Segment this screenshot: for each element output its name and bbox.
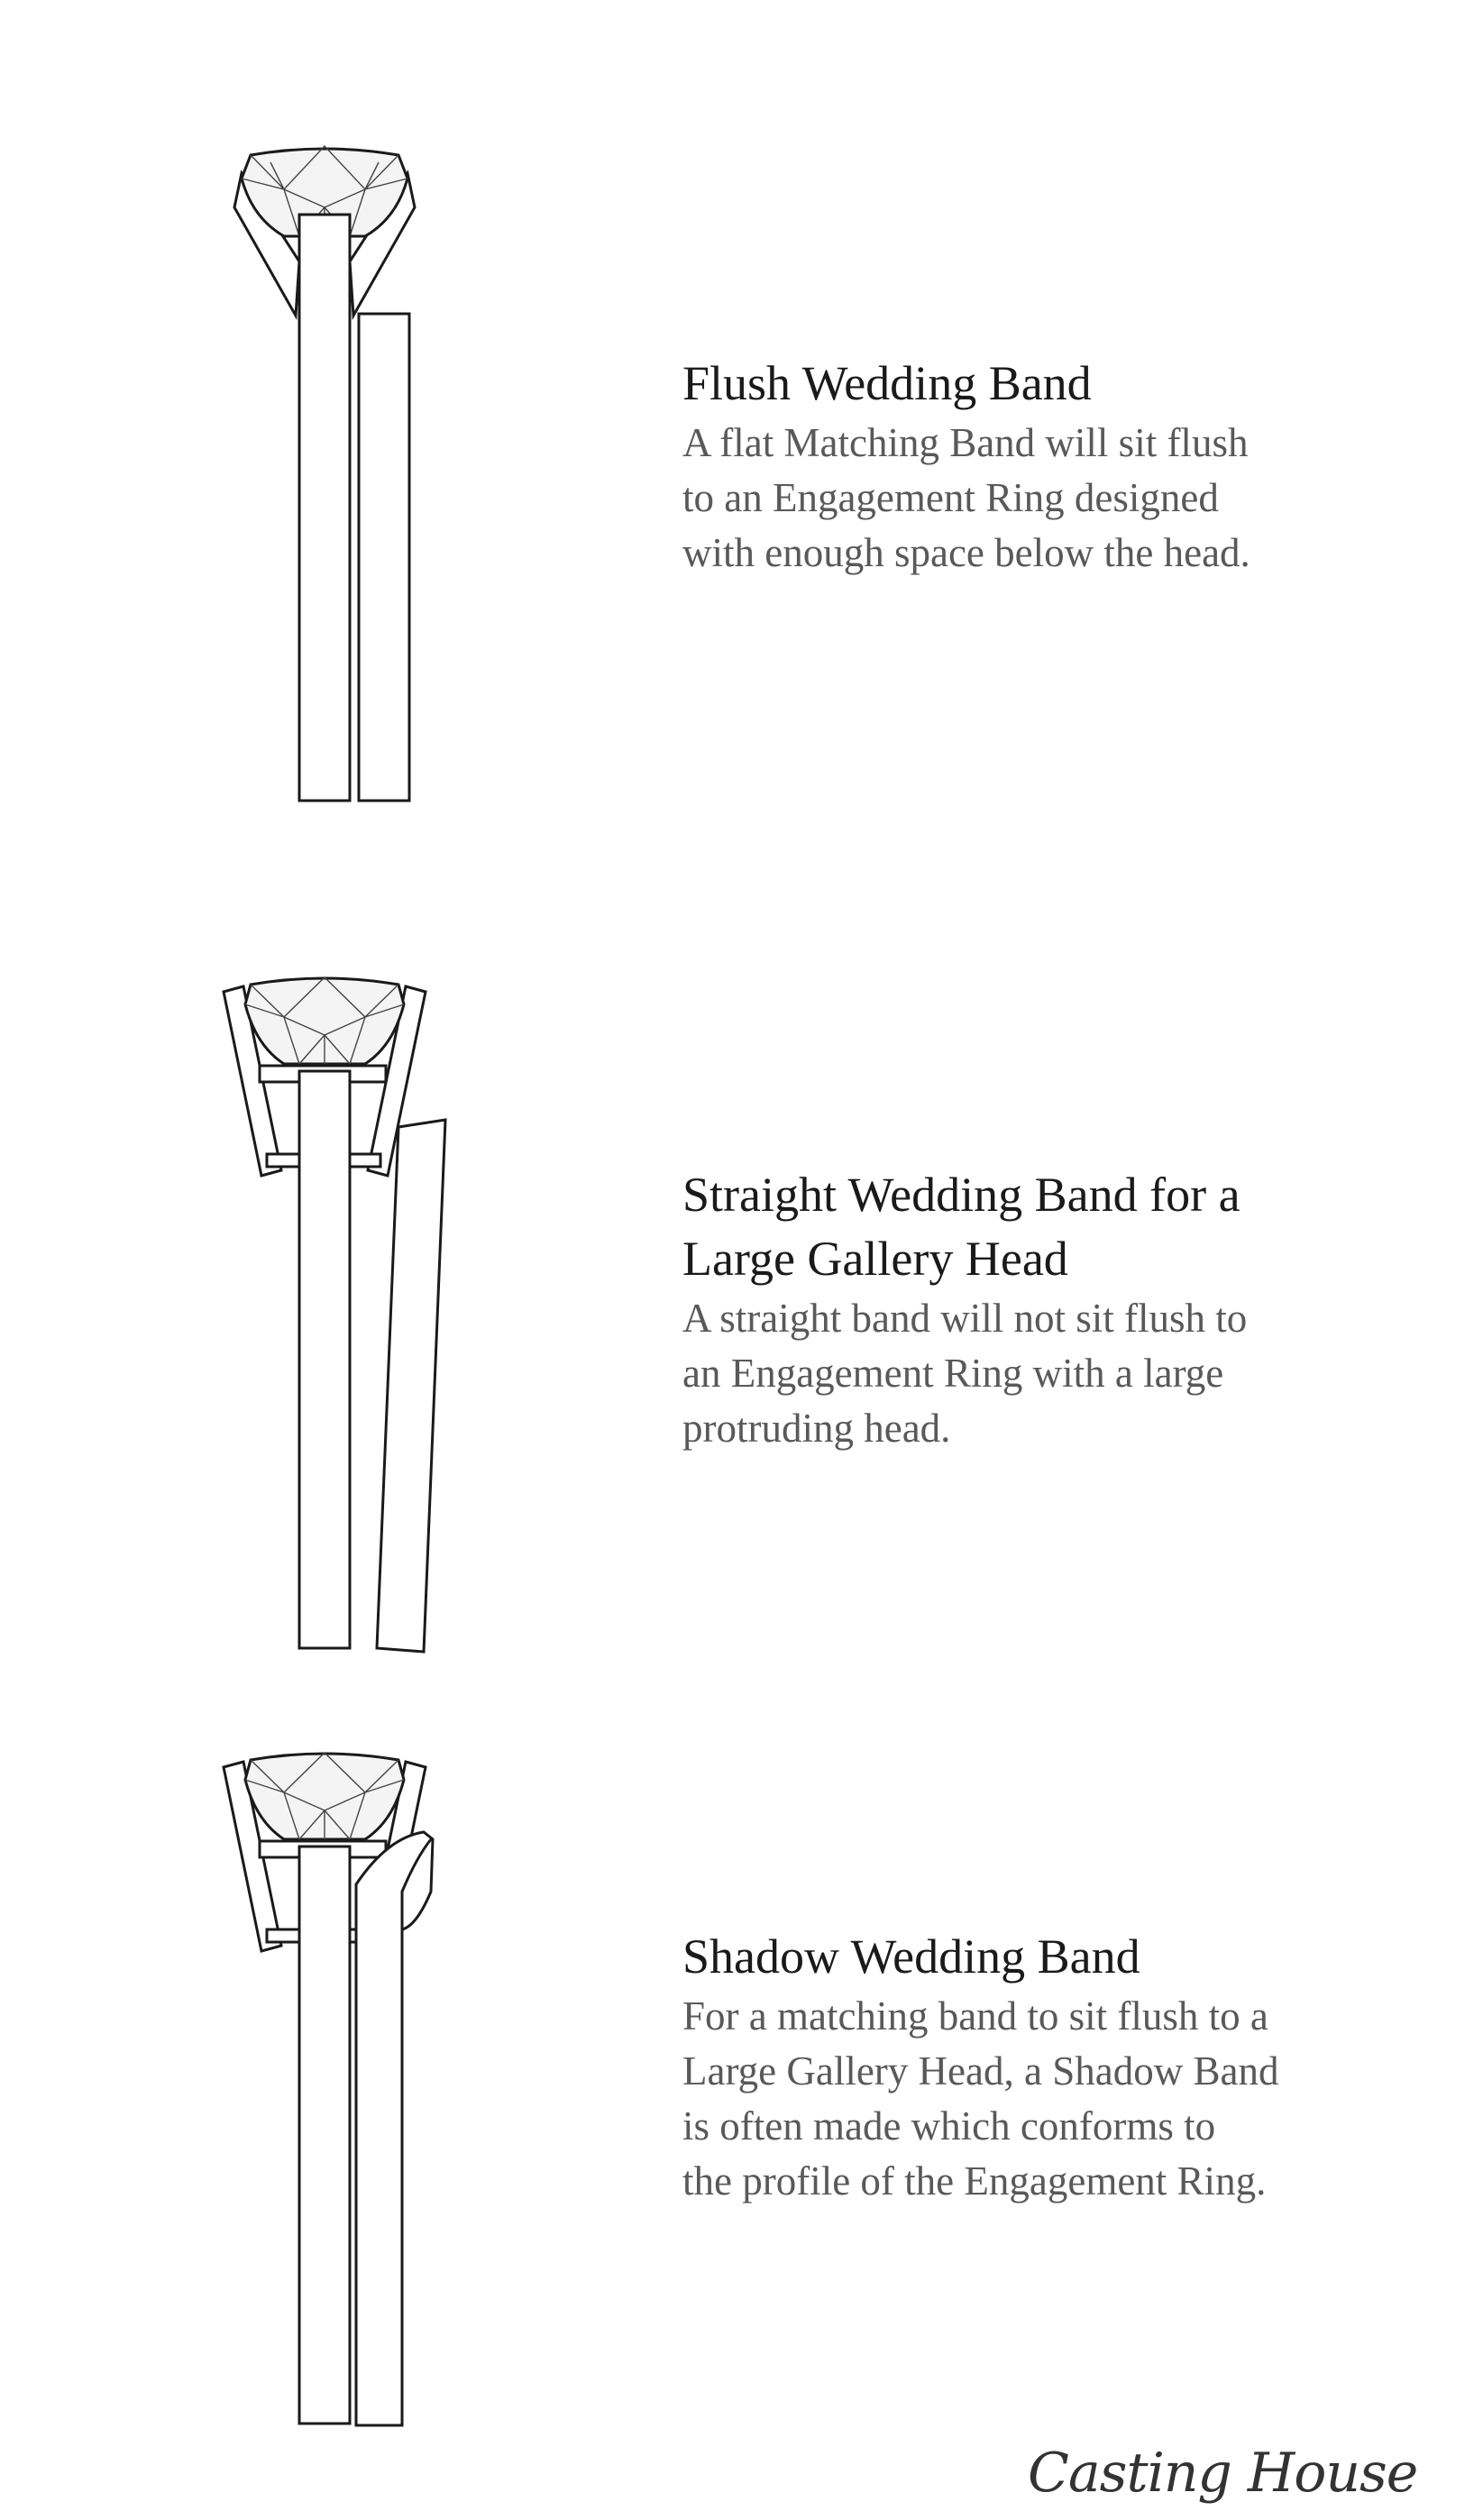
desc-line: For a matching band to sit flush to a	[682, 1993, 1268, 2039]
desc-line: Large Gallery Head, a Shadow Band	[682, 2048, 1279, 2094]
section-title-line: Large Gallery Head	[682, 1232, 1068, 1286]
section-shadow-band	[0, 1731, 1474, 2434]
casting-house-logo	[1028, 2439, 1442, 2520]
straight-band-text	[682, 1163, 1440, 1456]
straight-band-illustration	[216, 974, 460, 1659]
desc-line: to an Engagement Ring designed	[682, 475, 1219, 520]
desc-line: A straight band will not sit flush to	[682, 1296, 1248, 1341]
shadow-wedding-band	[356, 1832, 433, 2425]
section-straight-band	[0, 956, 1474, 1677]
flush-band-text	[682, 352, 1440, 581]
diamond-icon	[245, 977, 404, 1064]
shadow-band-text	[682, 1925, 1440, 2209]
engagement-ring-shank	[299, 1071, 350, 1648]
desc-line: is often made which conforms to	[682, 2103, 1216, 2149]
desc-line: an Engagement Ring with a large	[682, 1351, 1224, 1396]
desc-line: A flat Matching Band will sit flush	[682, 420, 1249, 465]
section-title-line: Straight Wedding Band for a	[682, 1168, 1241, 1222]
flush-wedding-band	[359, 314, 409, 801]
desc-line: the profile of the Engagement Ring.	[682, 2158, 1267, 2204]
section-title: Flush Wedding Band	[682, 356, 1092, 410]
shadow-band-illustration	[216, 1749, 460, 2434]
diamond-icon	[245, 1753, 404, 1839]
desc-line: with enough space below the head.	[682, 530, 1250, 575]
engagement-ring-shank	[299, 215, 350, 801]
section-flush-band	[0, 0, 1474, 811]
section-title: Shadow Wedding Band	[682, 1929, 1140, 1984]
logo-text: Casting House	[1028, 2442, 1418, 2505]
straight-wedding-band	[377, 1120, 445, 1652]
desc-line: protruding head.	[682, 1406, 951, 1451]
flush-band-illustration	[216, 135, 433, 811]
engagement-ring-shank	[299, 1846, 350, 2424]
